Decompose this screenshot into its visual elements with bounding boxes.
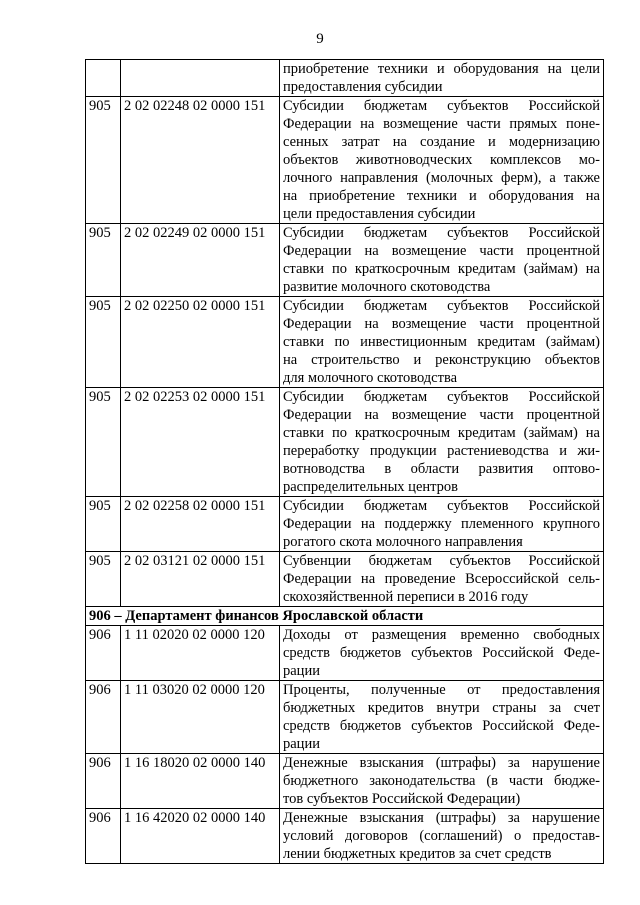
table-row <box>86 388 604 497</box>
budget-code-cell: 2 02 03121 02 0000 151 <box>121 552 280 607</box>
admin-code-cell: 905 <box>86 297 121 388</box>
description-line: переработку продукции растениеводства и жи- <box>283 443 600 459</box>
table-row <box>86 552 604 607</box>
description-line: на строительство и реконструкцию объектов <box>283 352 600 368</box>
description-line: Федерации на проведение Всероссийской сель- <box>283 571 600 587</box>
admin-code-cell: 906 <box>86 681 121 754</box>
table-row <box>86 97 604 224</box>
description-line: Субсидии бюджетам субъектов Российской <box>283 225 600 241</box>
budget-code-cell: 2 02 02250 02 0000 151 <box>121 297 280 388</box>
section-row <box>86 607 604 626</box>
description-line: Проценты, полученные от предоставления <box>283 682 600 698</box>
description-line: Федерации на возмещение части процентной <box>283 407 600 423</box>
description-cell <box>280 60 604 97</box>
description-line: рации <box>283 663 320 679</box>
table-row <box>86 497 604 552</box>
description-line: приобретение техники и оборудования на цели <box>283 61 600 77</box>
description-line: средств бюджетов субъектов Российской Феде- <box>283 718 600 734</box>
description-line: сенных затрат на создание и модернизацию <box>283 134 600 150</box>
description-line: рации <box>283 736 320 752</box>
description-line: лочного направления (молочных ферм), а также <box>283 170 600 186</box>
budget-code-cell: 1 16 18020 02 0000 140 <box>121 754 280 809</box>
budget-code-cell: 1 16 42020 02 0000 140 <box>121 809 280 864</box>
description-line: тов субъектов Российской Федерации) <box>283 791 521 807</box>
admin-code-cell: 905 <box>86 388 121 497</box>
description-cell <box>280 497 604 552</box>
budget-code-cell: 2 02 02258 02 0000 151 <box>121 497 280 552</box>
description-line: бюджетных кредитов внутри страны за счет <box>283 700 600 716</box>
description-line: ставки по краткосрочным кредитам (займам) на <box>283 425 600 441</box>
budget-code-cell: 2 02 02253 02 0000 151 <box>121 388 280 497</box>
description-line: ставки по краткосрочным кредитам (займам) на <box>283 261 600 277</box>
description-cell <box>280 297 604 388</box>
revenue-codes-table <box>85 59 604 864</box>
description-line: Денежные взыскания (штрафы) за нарушение <box>283 755 600 771</box>
table-row <box>86 60 604 97</box>
budget-code-cell: 2 02 02248 02 0000 151 <box>121 97 280 224</box>
table-row <box>86 224 604 297</box>
admin-code-cell: 905 <box>86 497 121 552</box>
description-line: цели предоставления субсидии <box>283 206 476 222</box>
description-line: Субсидии бюджетам субъектов Российской <box>283 389 600 405</box>
description-line: бюджетного законодательства (в части бюдже- <box>283 773 600 789</box>
admin-code-cell: 906 <box>86 809 121 864</box>
description-cell <box>280 552 604 607</box>
description-cell <box>280 681 604 754</box>
description-line: предоставления субсидии <box>283 79 443 95</box>
description-line: Федерации на поддержку племенного крупного <box>283 516 600 532</box>
description-line: объектов животноводческих комплексов мо- <box>283 152 600 168</box>
budget-code-cell <box>121 60 280 97</box>
admin-code-cell <box>86 60 121 97</box>
admin-code-cell: 906 <box>86 754 121 809</box>
description-line: для молочного скотоводства <box>283 370 458 386</box>
description-cell <box>280 626 604 681</box>
description-cell <box>280 809 604 864</box>
description-line: Субвенции бюджетам субъектов Российской <box>283 553 600 569</box>
description-line: Федерации на возмещение части процентной <box>283 243 600 259</box>
description-line: Федерации на возмещение части процентной <box>283 316 600 332</box>
description-line: Субсидии бюджетам субъектов Российской <box>283 298 600 314</box>
description-line: развитие молочного скотоводства <box>283 279 491 295</box>
description-line: ставки по инвестиционным кредитам (займам) <box>283 334 600 350</box>
admin-code-cell: 906 <box>86 626 121 681</box>
description-cell <box>280 388 604 497</box>
description-cell <box>280 97 604 224</box>
description-line: распределительных центров <box>283 479 458 495</box>
table-row <box>86 809 604 864</box>
description-line: Федерации на возмещение части прямых поне- <box>283 116 600 132</box>
page-number: 9 <box>316 31 324 47</box>
description-cell <box>280 224 604 297</box>
description-cell <box>280 754 604 809</box>
description-line: лении бюджетных кредитов за счет средств <box>283 846 552 862</box>
description-line: на приобретение техники и оборудования на <box>283 188 600 204</box>
table-row <box>86 297 604 388</box>
admin-code-cell: 905 <box>86 552 121 607</box>
section-heading: 906 – Департамент финансов Ярославской области <box>86 607 604 626</box>
table-row <box>86 681 604 754</box>
description-line: вотноводства в области развития оптово- <box>283 461 600 477</box>
budget-code-cell: 1 11 02020 02 0000 120 <box>121 626 280 681</box>
table-row <box>86 754 604 809</box>
table-row <box>86 626 604 681</box>
table-body <box>86 60 604 864</box>
description-line: Субсидии бюджетам субъектов Российской <box>283 98 600 114</box>
admin-code-cell: 905 <box>86 224 121 297</box>
description-line: средств бюджетов субъектов Российской Феде- <box>283 645 600 661</box>
description-line: рогатого скота молочного направления <box>283 534 523 550</box>
description-line: Доходы от размещения временно свободных <box>283 627 600 643</box>
description-line: условий договоров (соглашений) о предостав- <box>283 828 600 844</box>
budget-code-cell: 2 02 02249 02 0000 151 <box>121 224 280 297</box>
description-line: Субсидии бюджетам субъектов Российской <box>283 498 600 514</box>
description-line: скохозяйственной переписи в 2016 году <box>283 589 529 605</box>
description-line: Денежные взыскания (штрафы) за нарушение <box>283 810 600 826</box>
budget-code-cell: 1 11 03020 02 0000 120 <box>121 681 280 754</box>
admin-code-cell: 905 <box>86 97 121 224</box>
